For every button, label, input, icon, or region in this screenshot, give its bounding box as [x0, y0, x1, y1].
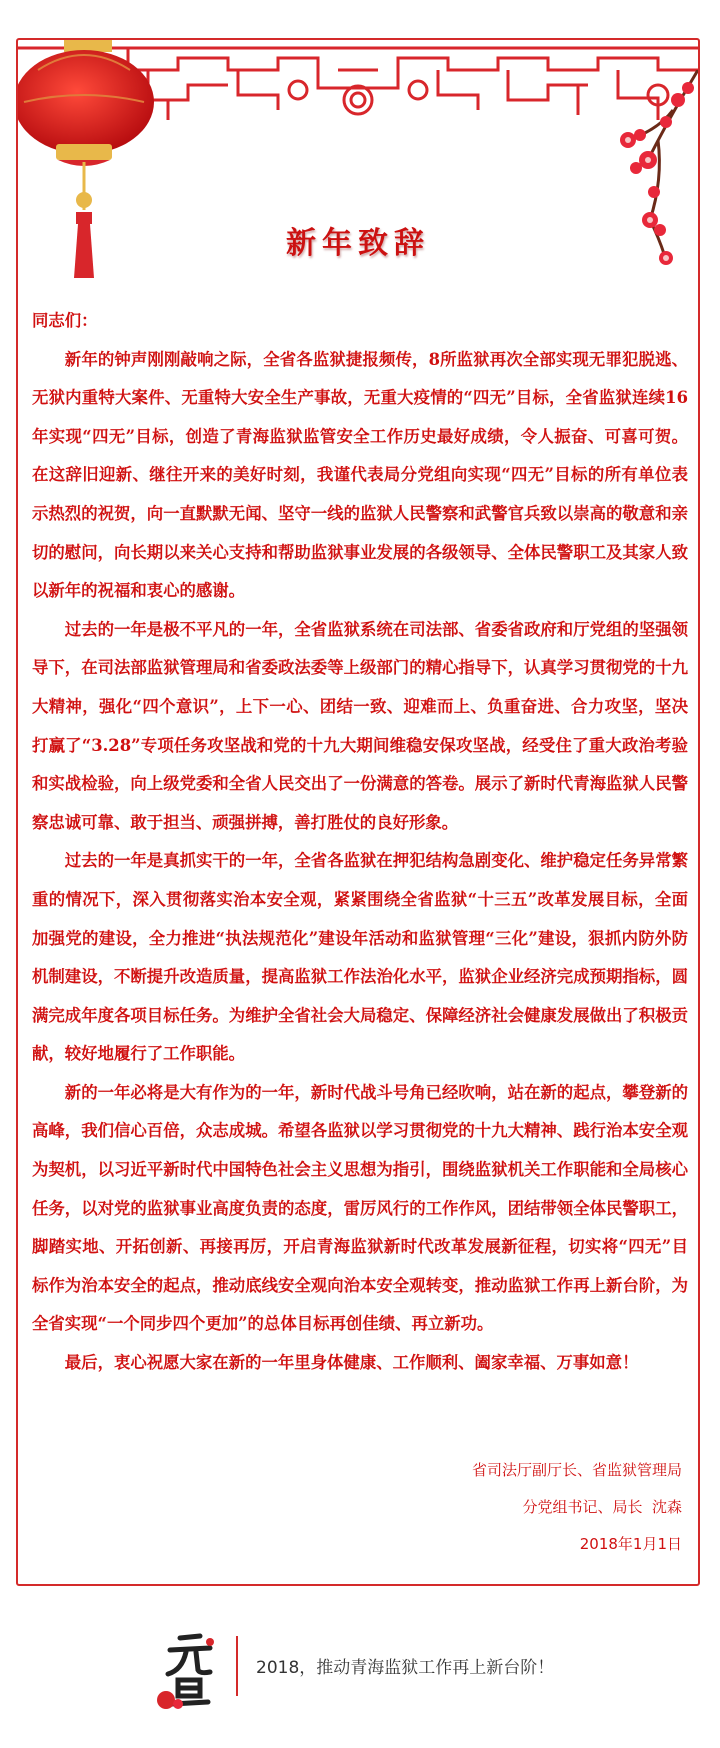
footer-divider — [236, 1636, 238, 1696]
paragraph: 最后，衷心祝愿大家在新的一年里身体健康、工作顺利、阖家幸福、万事如意！ — [64, 1353, 639, 1373]
paragraph: 新年的钟声刚刚敲响之际，全省各监狱捷报频传，8所监狱再次全部实现无罪犯脱逃、无狱内重特大案件、无重特大安全生产事故，无重大疫情的“四无”目标，全省监狱连续16年实现“四无”目标，创造了青海监狱监管安全工作历史最好成绩，令人振奋、可喜可贺。在这辞旧迎新、继往开来的美好时刻，我谨代表局分党组向实现“四无”目标的所有单位表示热烈的祝贺，向一直默默无闻、坚守一线的监狱人民警察和武警官兵致以崇高的敬意和亲切的慰问，向长期以来关心支持和帮助监狱事业发展的各级领导、全体民警职工及其家人致以新年的祝福和衷心的感谢。 — [32, 349, 688, 601]
paragraph: 新的一年必将是大有作为的一年，新时代战斗号角已经吹响，站在新的起点，攀登新的高峰，我们信心百倍，众志成城。希望各监狱以学习贯彻党的十九大精神、践行治本安全观为契机，以习近平新时代中国特色社会主义思想为指引，围绕监狱机关工作职能和全局核心任务，以对党的监狱事业高度负责的态度，雷厉风行的工作作风，团结带领全体民警职工，脚踏实地、开拓创新、再接再厉，开启青海监狱新时代改革发展新征程，切实将“四无”目标作为治本安全的起点，推动底线安全观向治本安全观转变，推动监狱工作再上新台阶，为全省实现“一个同步四个更加”的总体目标再创佳绩、再立新功。 — [32, 1082, 688, 1334]
paragraph: 过去的一年是真抓实干的一年，全省各监狱在押犯结构急剧变化、维护稳定任务异常繁重的情况下，深入贯彻落实治本安全观，紧紧围绕全省监狱“十三五”改革发展目标，全面加强党的建设，全力推进“执法规范化”建设年活动和监狱管理“三化”建设，狠抓内防外防机制建设，不断提升改造质量，提高监狱工作法治化水平，监狱企业经济完成预期指标，圆满完成年度各项目标任务。为维护全省社会大局稳定、保障经济社会健康发展做出了积极贡献，较好地履行了工作职能。 — [32, 851, 688, 1064]
page-title: 新年致辞 — [286, 226, 430, 261]
signature-date: 2018年1月1日 — [579, 1535, 682, 1553]
signature-title-line: 省司法厅副厅长、省监狱管理局 — [471, 1461, 682, 1479]
letter-card — [16, 38, 700, 1586]
greeting: 同志们： — [32, 311, 98, 330]
footer — [0, 1626, 720, 1716]
signature-name-line: 分党组书记、局长 沈森 — [522, 1498, 682, 1516]
festive-header — [18, 40, 698, 280]
yuandan-calligraphy-icon — [148, 1626, 228, 1716]
footer-slogan: 2018，推动青海监狱工作再上新台阶！ — [256, 1658, 555, 1678]
paragraph: 过去的一年是极不平凡的一年，全省监狱系统在司法部、省委省政府和厅党组的坚强领导下，在司法部监狱管理局和省委政法委等上级部门的精心指导下，认真学习贯彻党的十九大精神，强化“四个意识”，上下一心、团结一致、迎难而上、负重奋进、合力攻坚，坚决打赢了“3.28”专项任务攻坚战和党的十九大期间维稳安保攻坚战，经受住了重大政治考验和实战检验，向上级党委和全省人民交出了一份满意的答卷。展示了新时代青海监狱人民警察忠诚可靠、敢于担当、顽强拼搏，善打胜仗的良好形象。 — [32, 619, 688, 832]
letter-body — [32, 302, 688, 1383]
signature-block — [472, 1452, 682, 1563]
